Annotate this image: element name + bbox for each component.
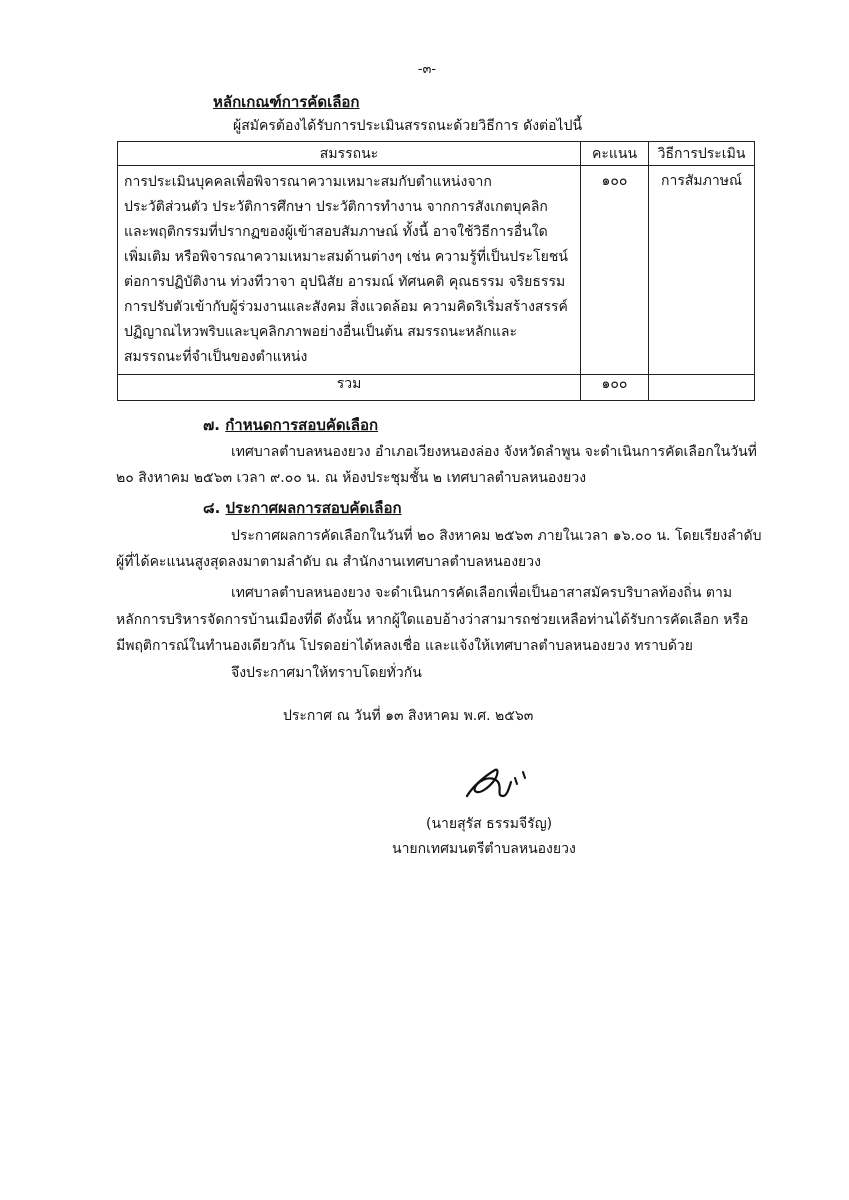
section8-number: ๘. — [203, 499, 221, 517]
section7-number: ๗. — [203, 416, 220, 434]
section8-p2-line1: เทศบาลตำบลหนองยวง จะดำเนินการคัดเลือกเพื่อเป็นอาสาสมัครบริบาลท้องถิ่น ตาม — [231, 585, 733, 601]
total-row — [118, 375, 755, 401]
description-line: ประวัติส่วนตัว ประวัติการศึกษา ประวัติการทำงาน จากการสังเกตบุคลิก — [124, 199, 548, 215]
closing-announce: จึงประกาศมาให้ทราบโดยทั่วกัน — [231, 665, 422, 681]
description-line: การปรับตัวเข้ากับผู้ร่วมงานและสังคม สิ่งแวดล้อม ความคิดริเริ่มสร้างสรรค์ — [124, 299, 568, 315]
total-score: ๑๐๐ — [581, 375, 649, 401]
closing-date-line: ประกาศ ณ วันที่ ๑๓ สิงหาคม พ.ศ. ๒๕๖๓ — [283, 708, 534, 724]
section7-title: กำหนดการสอบคัดเลือก — [225, 416, 379, 434]
col-header-method: วิธีการประเมิน — [649, 142, 755, 166]
criteria-intro: ผู้สมัครต้องได้รับการประเมินสรรถนะด้วยวิธีการ ดังต่อไปนี้ — [233, 118, 583, 134]
section7-heading — [203, 413, 378, 437]
description-line: และพฤติกรรมที่ปรากฏของผู้เข้าสอบสัมภาษณ์ ทั้งนี้ อาจใช้วิธีการอื่นใด — [124, 224, 548, 240]
section8-p1-line2: ผู้ที่ได้คะแนนสูงสุดลงมาตามลำดับ ณ สำนักงานเทศบาลตำบลหนองยวง — [116, 554, 541, 570]
description-line: เพิ่มเติม หรือพิจารณาความเหมาะสมด้านต่างๆ เช่น ความรู้ที่เป็นประโยชน์ — [124, 249, 568, 265]
total-label: รวม — [118, 375, 581, 401]
section8-title: ประกาศผลการสอบคัดเลือก — [225, 499, 402, 517]
description-line: การประเมินบุคคลเพื่อพิจารณาความเหมาะสมกับตำแหน่งจาก — [124, 174, 492, 190]
description-line: ปฏิญาณไหวพริบและบุคลิกภาพอย่างอื่นเป็นต้น สมรรถนะหลักและ — [124, 324, 518, 340]
section8-heading — [203, 496, 402, 520]
col-header-competency: สมรรถนะ — [118, 142, 581, 166]
col-header-score: คะแนน — [581, 142, 649, 166]
table-row — [118, 166, 755, 375]
assessment-table — [117, 141, 755, 401]
description-line: ต่อการปฏิบัติงาน ท่วงทีวาจา อุปนิสัย อารมณ์ ทัศนคติ คุณธรรม จริยธรรม — [124, 274, 566, 290]
signer-name: (นายสุรัส ธรรมจีรัญ) — [426, 816, 553, 832]
score-cell: ๑๐๐ — [581, 166, 649, 375]
section7-line2: ๒๐ สิงหาคม ๒๕๖๓ เวลา ๙.๐๐ น. ณ ห้องประชุมชั้น ๒ เทศบาลตำบลหนองยวง — [116, 470, 587, 486]
signer-position: นายกเทศมนตรีตำบลหนองยวง — [392, 841, 576, 857]
section7-line1: เทศบาลตำบลหนองยวง อำเภอเวียงหนองล่อง จังหวัดลำพูน จะดำเนินการคัดเลือกในวันที่ — [231, 444, 757, 460]
section8-p2-line2: หลักการบริหารจัดการบ้านเมืองที่ดี ดังนั้น หากผู้ใดแอบอ้างว่าสามารถช่วยเหลือท่านได้รับการคัดเลือก หรือ — [116, 612, 749, 628]
table-header-row — [118, 142, 755, 166]
handwritten-signature — [455, 758, 555, 808]
description-line: สมรรถนะที่จำเป็นของตำแหน่ง — [124, 349, 308, 365]
criteria-heading: หลักเกณฑ์การคัดเลือก — [213, 93, 360, 111]
competency-description — [118, 166, 581, 375]
section8-p2-line3: มีพฤติการณ์ในทำนองเดียวกัน โปรดอย่าได้หลงเชื่อ และแจ้งให้เทศบาลตำบลหนองยวง ทราบด้วย — [116, 638, 693, 654]
page-number: -๓- — [417, 62, 437, 77]
method-cell: การสัมภาษณ์ — [649, 166, 755, 375]
section8-p1-line1: ประกาศผลการคัดเลือกในวันที่ ๒๐ สิงหาคม ๒๕๖๓ ภายในเวลา ๑๖.๐๐ น. โดยเรียงลำดับ — [231, 528, 762, 544]
total-method-empty — [649, 375, 755, 401]
